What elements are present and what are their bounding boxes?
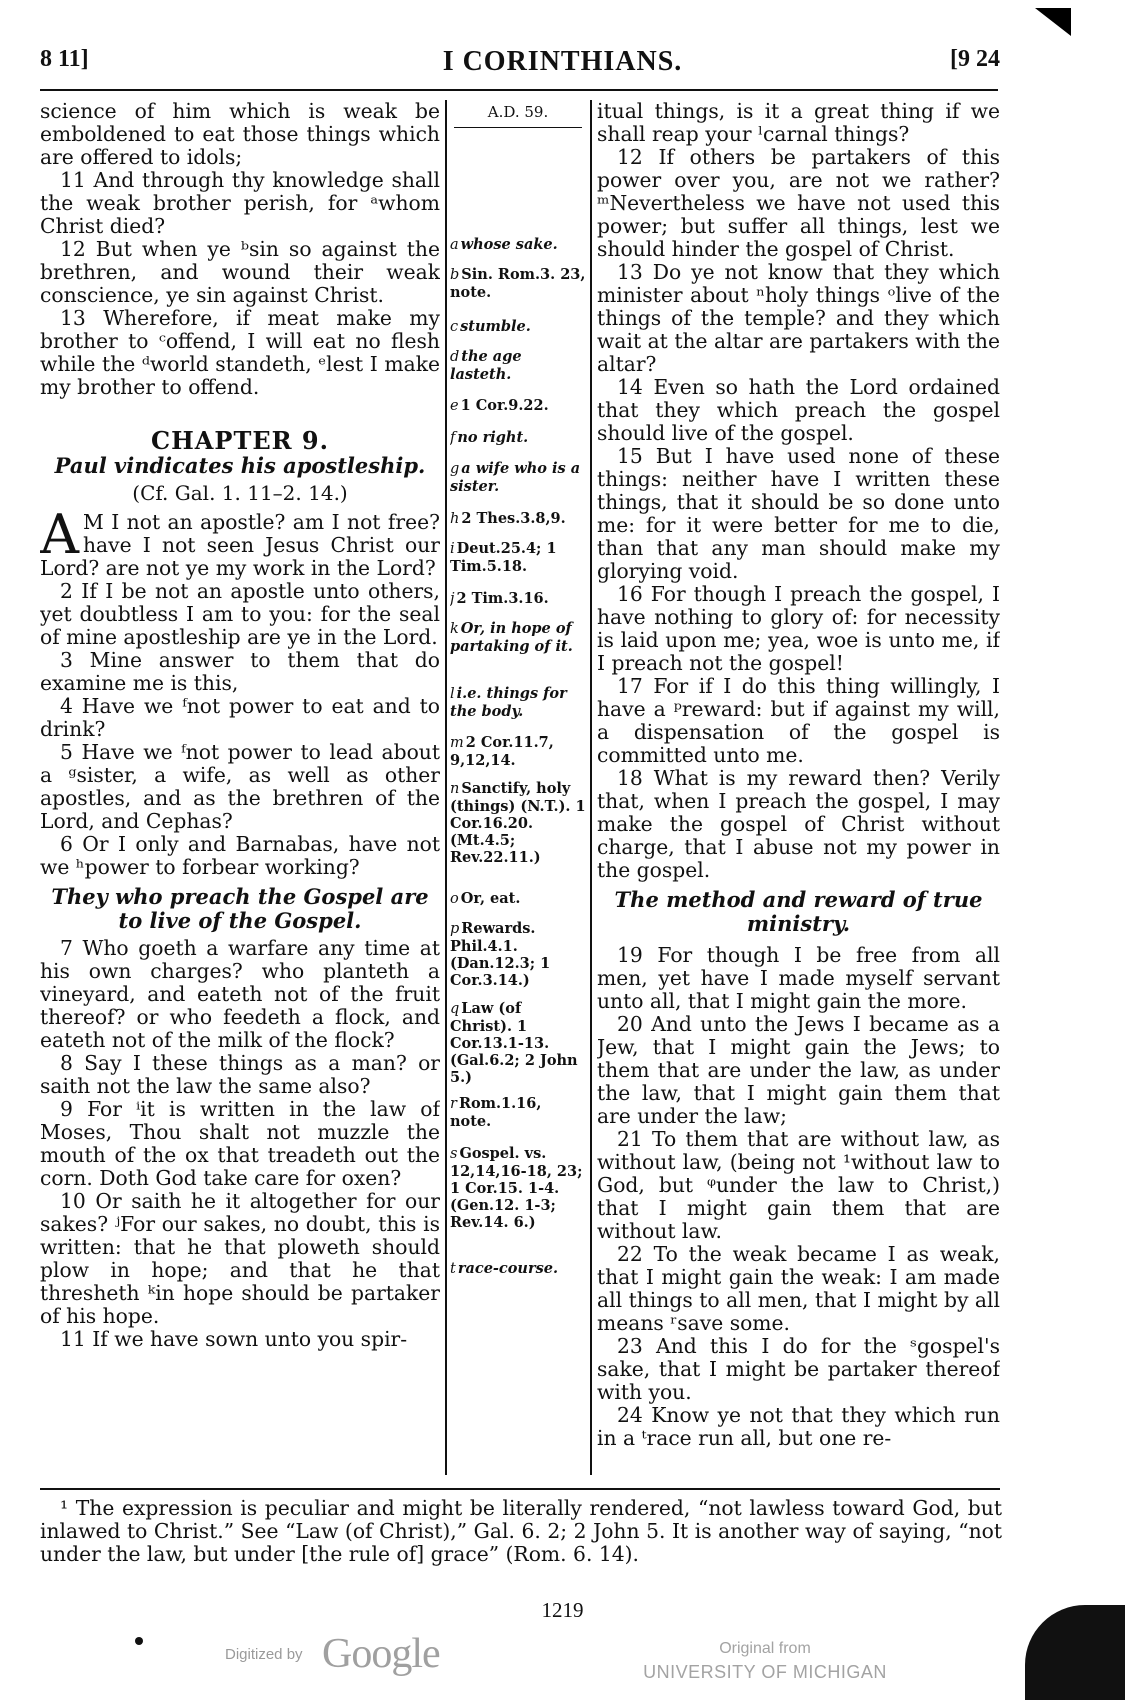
margin-note <box>450 318 586 336</box>
digitized-by-label: Digitized by <box>225 1646 303 1663</box>
note-key: d <box>450 349 460 365</box>
note-text: Law (of Christ). 1 Cor.13.1-13. (Gal.6.2; 2 John 5.) <box>450 1000 578 1086</box>
note-key: e <box>450 398 459 414</box>
page-number: 1219 <box>541 1598 584 1622</box>
margin-note <box>450 266 586 301</box>
verse-24: 24 Know ye not that they which run in a ᵗrace run all, but one re- <box>597 1403 1000 1450</box>
margin-note <box>450 890 586 908</box>
verse-11: 11 And through thy knowledge shall the weak brother perish, for ᵃwhom Christ died? <box>40 168 440 238</box>
verse-9: 9 For ⁱit is written in the law of Moses, Thou shalt not muzzle the mouth of the ox that treadeth out the corn. Doth God take care for oxen? <box>40 1097 440 1190</box>
note-key: r <box>450 1096 457 1112</box>
margin-note <box>450 780 586 866</box>
note-key: t <box>450 1261 456 1277</box>
section-heading-ministry: The method and reward of true ministry. <box>614 887 983 936</box>
google-logo: Google <box>322 1631 440 1677</box>
verse-3: 3 Mine answer to them that do examine me is this, <box>40 648 440 695</box>
verse-17: 17 For if I do this thing willingly, I have a ᵖreward: but if against my will, a dispensation of the gospel is committed unto me. <box>597 674 1000 767</box>
university-label: UNIVERSITY OF MICHIGAN <box>643 1662 887 1682</box>
note-key: n <box>450 781 460 797</box>
verse-11-start: 11 If we have sown unto you spir- <box>60 1327 408 1351</box>
note-key: j <box>450 591 455 607</box>
right-text-column <box>597 100 1000 1490</box>
note-key: p <box>450 921 460 937</box>
verse-20: 20 And unto the Jews I became as a Jew, that I might gain the Jews; to them that are under the law, as under the law, that I might gain them that are under the law; <box>597 1012 1000 1128</box>
verse-1-text: M I not an apostle? am I not free? have I not seen Jesus Christ our Lord? are not ye my work in the Lord? <box>40 510 440 580</box>
note-key: a <box>450 237 459 253</box>
note-key: l <box>450 686 455 702</box>
verse-1 <box>40 503 440 580</box>
note-text: 2 Thes.3.8,9. <box>461 510 566 527</box>
note-key: g <box>450 461 460 477</box>
margin-note <box>450 734 586 769</box>
margin-note <box>450 1000 586 1086</box>
note-text: Sin. Rom.3. 23, note. <box>450 266 586 301</box>
note-key: i <box>450 541 455 557</box>
section-heading-gospel: They who preach the Gospel are to live of the Gospel. <box>51 884 429 933</box>
section-heading-apostleship: Paul vindicates his apostleship. <box>54 453 426 478</box>
verse-12: 12 If others be partakers of this power over you, are not we rather? ᵐNevertheless we have not used this power; but suffer all things, lest we should hinder the gospel of Christ. <box>597 145 1000 261</box>
verse-18: 18 What is my reward then? Verily that, when I preach the gospel, I may make the gospel of Christ without charge, that I abuse not my power in the gospel. <box>597 766 1000 882</box>
note-key: h <box>450 511 460 527</box>
note-text: Or, in hope of partaking of it. <box>450 620 573 655</box>
note-key: o <box>450 891 459 907</box>
note-text: 1 Cor.9.22. <box>460 397 549 414</box>
note-text: 2 Cor.11.7, 9,12,14. <box>450 734 554 769</box>
margin-note <box>450 920 586 989</box>
margin-note <box>450 685 586 720</box>
header-rule <box>40 89 998 91</box>
verse-10: 10 Or saith he it altogether for our sakes? ʲFor our sakes, no doubt, this is written: that he that ploweth should plow in hope; and that he that thresheth ᵏin hope should be partaker of his hope. <box>40 1189 440 1328</box>
margin-note <box>450 460 586 495</box>
verse-2: 2 If I be not an apostle unto others, yet doubtless I am to you: for the seal of mine apostleship are ye in the Lord. <box>40 579 440 649</box>
verse-4: 4 Have we ᶠnot power to eat and to drink? <box>40 694 440 741</box>
note-text: the age lasteth. <box>450 348 522 383</box>
original-from-label: Original from <box>719 1640 811 1657</box>
verse-22: 22 To the weak became I as weak, that I might gain the weak: I am made all things to all men, that I might by all means ʳsave some. <box>597 1242 1000 1335</box>
note-key: f <box>450 430 456 446</box>
note-text: i.e. things for the body. <box>450 685 567 720</box>
note-key: q <box>450 1001 460 1017</box>
page-title: I CORINTHIANS. <box>442 46 683 77</box>
verse-8: 8 Say I these things as a man? or saith not the law the same also? <box>40 1051 440 1098</box>
note-text: Or, eat. <box>460 890 521 907</box>
verse-11-continued: itual things, is it a great thing if we shall reap your ˡcarnal things? <box>597 100 1000 146</box>
margin-note <box>450 348 586 383</box>
margin-note <box>450 397 586 415</box>
header-left-ref: 8 11] <box>40 46 89 72</box>
margin-note <box>450 236 586 254</box>
note-text: a wife who is a sister. <box>450 460 581 495</box>
left-text-column <box>40 100 440 1490</box>
note-key: m <box>450 735 464 751</box>
note-text: Sanctify, holy (things) (N.T.). 1 Cor.16.20. (Mt.4.5; Rev.22.11.) <box>450 780 586 866</box>
chapter-title: CHAPTER 9. <box>151 426 329 455</box>
margin-note <box>450 1145 586 1231</box>
note-key: c <box>450 319 459 335</box>
note-text: Gospel. vs. 12,14,16-18, 23; 1 Cor.15. 1-4. (Gen.12. 1-3; Rev.14. 6.) <box>450 1145 583 1231</box>
verse-19: 19 For though I be free from all men, yet have I made myself servant unto all, that I might gain the more. <box>597 943 1000 1013</box>
verse-14: 14 Even so hath the Lord ordained that they which preach the gospel should live of the gospel. <box>597 375 1000 445</box>
note-text: whose sake. <box>460 236 558 253</box>
note-key: k <box>450 621 459 637</box>
ink-dot <box>135 1637 143 1645</box>
page-corner-mark <box>1035 8 1071 36</box>
verse-23: 23 And this I do for the ˢgospel's sake, that I might be partaker thereof with you. <box>597 1334 1000 1404</box>
section-cross-reference: (Cf. Gal. 1. 11–2. 14.) <box>132 481 348 505</box>
note-text: 2 Tim.3.16. <box>456 590 549 607</box>
margin-date: A.D. 59. <box>454 104 582 128</box>
note-text: no right. <box>457 429 529 446</box>
margin-note <box>450 1260 586 1278</box>
footnote: ¹ The expression is peculiar and might be literally rendered, “not lawless toward God, but inlawed to Christ.” See “Law (of Christ),” Gal. 6. 2; 2 John 5. It is another way of saying, “not under the law, but under [the rule of] grace” (Rom. 6. 14). <box>40 1496 1002 1566</box>
margin-note <box>450 540 586 575</box>
footnote-rule <box>40 1488 1000 1490</box>
margin-note <box>450 620 586 655</box>
margin-note <box>450 510 586 528</box>
verse-16: 16 For though I preach the gospel, I have nothing to glory of: for necessity is laid upon me; yea, woe is unto me, if I preach not the gospel! <box>597 582 1000 675</box>
margin-note <box>450 590 586 608</box>
note-text: Rewards. Phil.4.1. (Dan.12.3; 1 Cor.3.14.) <box>450 920 551 989</box>
margin-note <box>450 429 586 447</box>
verse-13: 13 Do ye not know that they which minister about ⁿholy things ᵒlive of the things of the temple? and they which wait at the altar are partakers with the altar? <box>597 260 1000 376</box>
margin-note <box>450 1095 586 1130</box>
verse-8-continued: science of him which is weak be emboldened to eat those things which are offered to idols; <box>40 100 440 169</box>
margin-references <box>450 100 586 1480</box>
column-divider-left <box>445 100 447 1475</box>
note-text: Rom.1.16, note. <box>450 1095 542 1130</box>
verse-13: 13 Wherefore, if meat make my brother to ᶜoffend, I will eat no flesh while the ᵈworld standeth, ᵉlest I make my brother to offend. <box>40 306 440 399</box>
column-divider-right <box>590 100 592 1475</box>
verse-21: 21 To them that are without law, as without law, (being not ¹without law to God, but ᵠunder the law to Christ,) that I might gain them that are without law. <box>597 1127 1000 1243</box>
note-key: s <box>450 1146 458 1162</box>
verse-5: 5 Have we ᶠnot power to lead about a ᵍsister, a wife, as well as other apostles, and as the brethren of the Lord, and Cephas? <box>40 740 440 833</box>
note-text: stumble. <box>460 318 531 335</box>
header-right-ref: [9 24 <box>950 46 1000 72</box>
note-key: b <box>450 267 460 283</box>
verse-7: 7 Who goeth a warfare any time at his own charges? who planteth a vineyard, and eateth not of the fruit thereof? or who feedeth a flock, and eateth not of the milk of the flock? <box>40 936 440 1052</box>
note-text: Deut.25.4; 1 Tim.5.18. <box>450 540 557 575</box>
verse-15: 15 But I have used none of these things: neither have I written these things, that it should be so done unto me: for it were better for me to die, than that any man should make my glorying void. <box>597 444 1000 583</box>
drop-cap: A <box>40 503 79 566</box>
verse-6: 6 Or I only and Barnabas, have not we ʰpower to forbear working? <box>40 832 440 879</box>
note-text: race-course. <box>457 1260 559 1277</box>
verse-12: 12 But when ye ᵇsin so against the brethren, and wound their weak conscience, ye sin against Christ. <box>40 237 440 307</box>
